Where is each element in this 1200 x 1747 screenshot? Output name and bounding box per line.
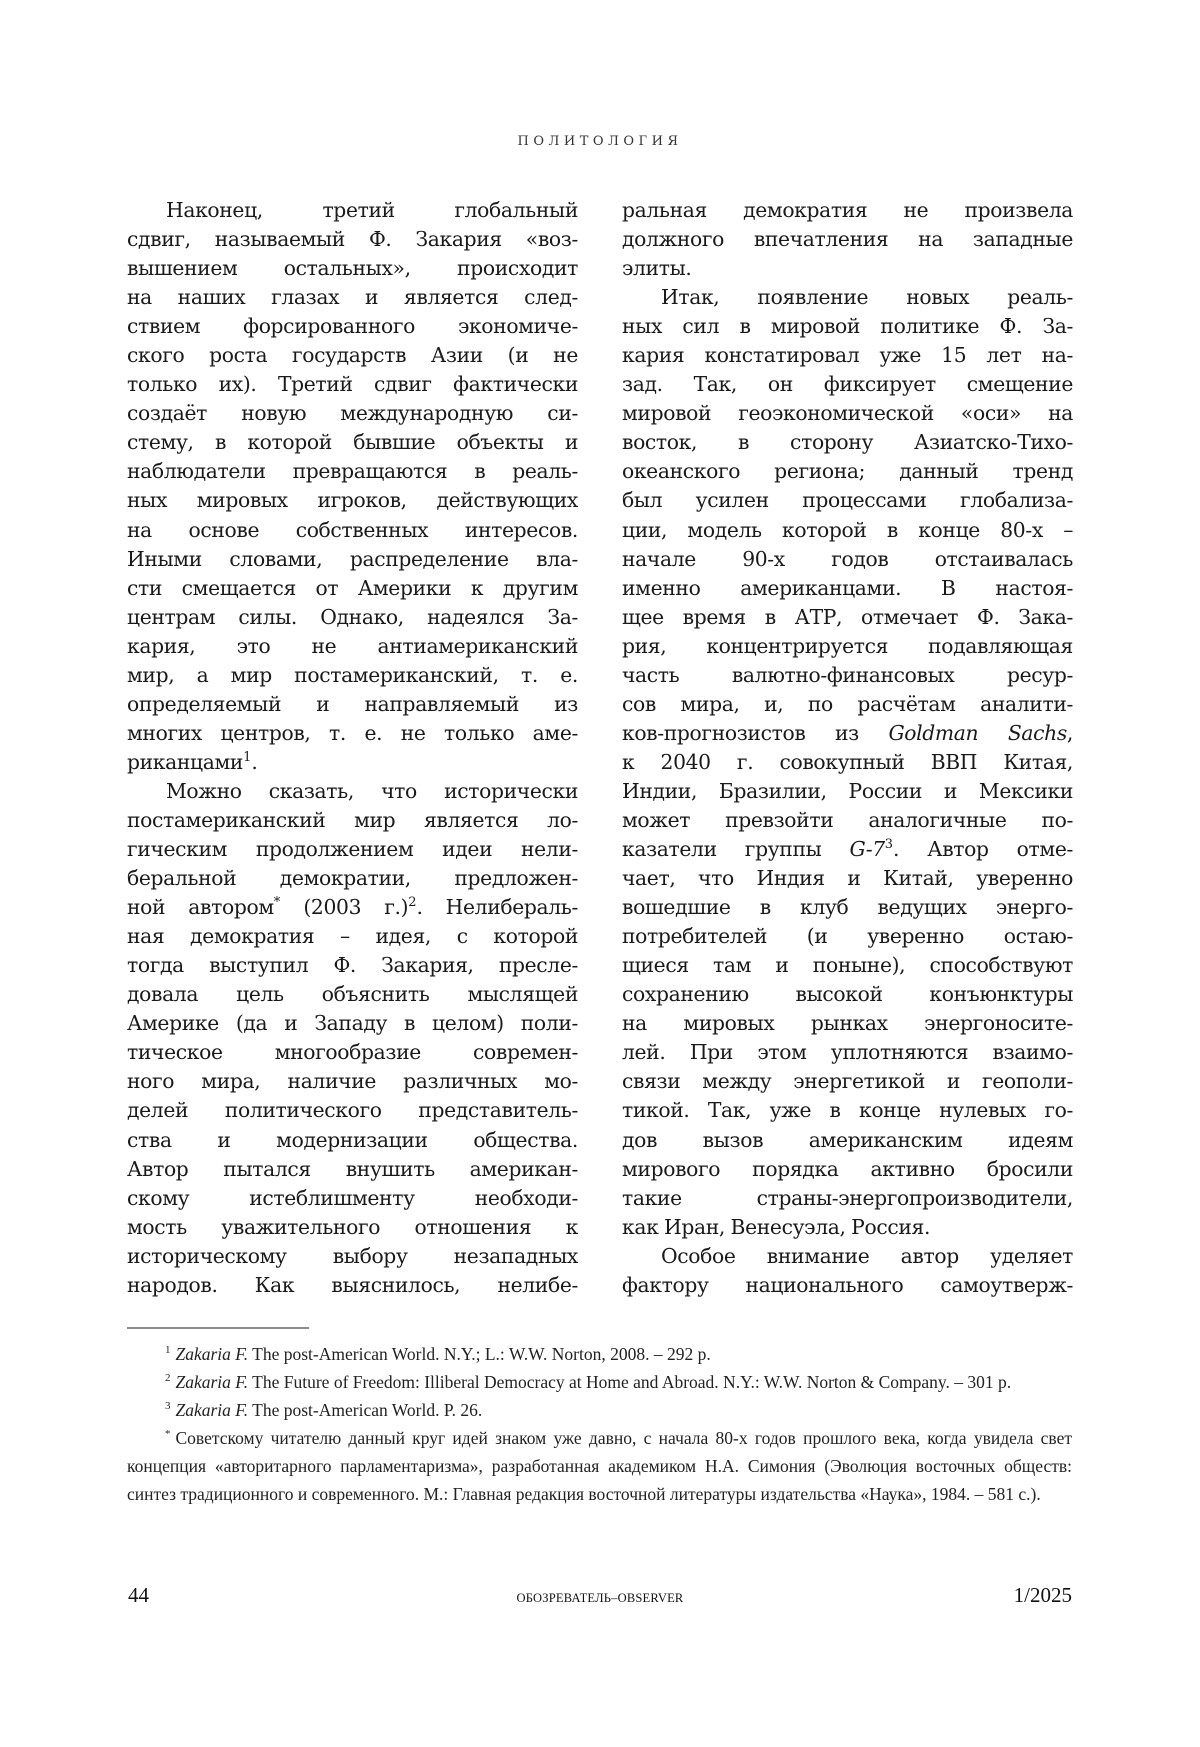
text-line: как Иран, Венесуэла, Россия.: [622, 1214, 931, 1239]
article-column-right: [622, 196, 1073, 1300]
paragraph-new-forces: [622, 283, 1073, 1242]
text-line: вошедшие в клуб ведущих энерго-: [622, 895, 1073, 920]
text-line: казатели группы $G-7^3$. Автор отме-: [622, 837, 1073, 862]
text-line: зад. Так, он фиксирует смещение: [622, 372, 1073, 397]
text-line: центрам силы. Однако, надеялся За-: [127, 604, 578, 629]
footnote-author: Zakaria F.: [175, 1372, 249, 1392]
text-line: Особое внимание автор уделяет: [661, 1243, 1073, 1268]
text-line: ная демократия – идея, с которой: [127, 924, 578, 949]
text-line: ствием форсированного экономиче-: [127, 314, 578, 339]
footnote-mark: 1: [165, 1344, 171, 1357]
footnote-ref-2[interactable]: 2: [408, 895, 417, 911]
text-line: связи между энергетикой и геополи-: [622, 1069, 1073, 1094]
text-line: Можно сказать, что исторически: [166, 778, 578, 803]
text-line: чает, что Индия и Китай, уверенно: [622, 866, 1073, 891]
text-line: ной автором* (2003 г.)$^2$. Нелибераль-: [127, 895, 578, 920]
footnote-separator-rule: [127, 1327, 309, 1329]
text-line: беральной демократии, предложен-: [127, 866, 578, 891]
text-line: ральная демократия не произвела: [622, 198, 1073, 222]
text-line: Автор пытался внушить американ-: [127, 1156, 578, 1181]
text-line: ции, модель которой в конце 80-х –: [622, 517, 1073, 542]
text-line: определяемый и направляемый из: [127, 691, 578, 716]
text-line: ных сил в мировой политике Ф. За-: [622, 314, 1073, 339]
text-line: риканцами$^1$.: [127, 749, 258, 774]
text-line: сов мира, и, по расчётам аналити-: [622, 691, 1073, 716]
text-line: кария, это не антиамериканский: [127, 633, 578, 658]
text-line: начале 90-х годов отстаивалась: [622, 546, 1073, 571]
text-line: ков-прогнозистов из Goldman Sachs,: [622, 720, 1073, 745]
footnote-ref-3[interactable]: 3: [884, 837, 894, 853]
text-line: ства и модернизации общества.: [127, 1127, 578, 1152]
text-line: вышением остальных», происходит: [127, 256, 578, 281]
text-line: мость уважительного отношения к: [127, 1214, 578, 1239]
text-line: ных мировых игроков, действующих: [127, 488, 578, 513]
text-line: ского роста государств Азии (и не: [127, 343, 578, 368]
g7-name: G-7: [849, 837, 885, 862]
text-line: тическое многообразие современ-: [127, 1040, 578, 1065]
text-line: восток, в сторону Азиатско-Тихо-: [622, 430, 1073, 455]
text-line: историческому выбору незападных: [127, 1243, 578, 1268]
text-line: Индии, Бразилии, России и Мексики: [622, 778, 1073, 803]
text-line: сохранению высокой конъюнктуры: [622, 982, 1073, 1007]
text-line: Америке (да и Западу в целом) поли-: [127, 1011, 578, 1036]
text-line: народов. Как выяснилось, нелибе-: [127, 1272, 578, 1297]
footnote-1: $^1$ Zakaria F. The post-American World. N.Y.; L.: W.W. Norton, 2008. – 292 p.: [165, 1344, 711, 1364]
text-line: сти смещается от Америки к другим: [127, 575, 578, 600]
page-number: 44: [128, 1583, 149, 1607]
footnote-ref-asterisk[interactable]: *: [273, 895, 281, 911]
footnote-author: Zakaria F.: [175, 1344, 249, 1364]
text-line: гическим продолжением идеи нели-: [127, 837, 578, 862]
text-line: многих центров, т. е. не только аме-: [127, 720, 578, 745]
footnotes-section: [127, 1340, 1072, 1508]
paragraph-national-self-assertion: [622, 1242, 1073, 1300]
journal-name: ОБОЗРЕВАТЕЛЬ–OBSERVER: [516, 1591, 684, 1605]
text-line: мир, а мир постамериканский, т. е.: [127, 662, 578, 687]
text-line: элиты.: [622, 256, 692, 281]
text-line: ного мира, наличие различных мо-: [127, 1069, 578, 1094]
text-line: был усилен процессами глобализа-: [622, 488, 1073, 513]
footnote-asterisk: * Советскому читателю данный круг идей знаком уже давно, с начала 80-х годов прошлого века, когда увидела свет концепция «авторитарного парламентаризма», разработанная академиком Н.А. Симония (Эволюция восточных обществ: синтез традиционного и современного. М.: Главная редакция восточной литературы издательства «Наука», 1984. – 581 с.).: [127, 1428, 1072, 1504]
article-column-left: [127, 196, 578, 1300]
footnote-mark: *: [165, 1428, 171, 1441]
text-line: океанского региона; данный тренд: [622, 459, 1073, 484]
text-line: мировой геоэкономической «оси» на: [622, 401, 1073, 426]
text-line: только их). Третий сдвиг фактически: [127, 372, 578, 397]
footnote-author: Zakaria F.: [175, 1400, 249, 1420]
text-line: именно американцами. В настоя-: [622, 575, 1073, 600]
text-line: мирового порядка активно бросили: [622, 1156, 1073, 1181]
text-line: может превзойти аналогичные по-: [622, 807, 1073, 832]
footnote-ref-1[interactable]: 1: [243, 750, 252, 766]
text-line: рия, концентрируется подавляющая: [622, 633, 1073, 658]
text-line: к 2040 г. совокупный ВВП Китая,: [622, 749, 1073, 774]
running-head-section-title: ПОЛИТОЛОГИЯ: [517, 134, 683, 149]
text-line: постамериканский мир является ло-: [127, 807, 578, 832]
text-line: на наших глазах и является след-: [127, 285, 578, 310]
text-line: Итак, появление новых реаль-: [661, 285, 1073, 310]
text-line: делей политического представитель-: [127, 1098, 578, 1123]
text-line: на мировых рынках энергоносите-: [622, 1011, 1073, 1036]
text-line: скому истеблишменту необходи-: [127, 1185, 578, 1210]
footnote-2: $^2$ Zakaria F. The Future of Freedom: Illiberal Democracy at Home and Abroad. N.Y.: W.W. Norton & Company. – 301 p.: [165, 1372, 1012, 1392]
text-line: щее время в АТР, отмечает Ф. Зака-: [622, 604, 1073, 629]
text-line: тогда выступил Ф. Закария, пресле-: [127, 953, 578, 978]
text-line: дов вызов американским идеям: [622, 1127, 1073, 1152]
text-line: сдвиг, называемый Ф. Закария «воз-: [127, 227, 578, 252]
text-line: Наконец, третий глобальный: [166, 198, 578, 222]
text-line: стему, в которой бывшие объекты и: [127, 430, 578, 455]
text-line: тикой. Так, уже в конце нулевых го-: [622, 1098, 1073, 1123]
text-line: фактору национального самоутверж-: [622, 1272, 1073, 1297]
footnote-mark: 3: [165, 1400, 171, 1413]
paragraph-continuation: [622, 196, 1073, 283]
text-line: создаёт новую международную си-: [127, 401, 578, 426]
paragraph-third-shift: [127, 196, 578, 777]
text-line: щиеся там и поныне), способствуют: [622, 953, 1073, 978]
text-line: кария констатировал уже 15 лет на-: [622, 343, 1073, 368]
text-line: лей. При этом уплотняются взаимо-: [622, 1040, 1073, 1065]
text-line: наблюдатели превращаются в реаль-: [127, 459, 578, 484]
text-line: на основе собственных интересов.: [127, 517, 578, 542]
text-line: Иными словами, распределение вла-: [127, 546, 578, 571]
text-line: потребителей (и уверенно остаю-: [622, 924, 1073, 949]
paragraph-post-american-world: [127, 777, 578, 1300]
footnote-3: $^3$ Zakaria F. The post-American World. P. 26.: [165, 1400, 483, 1420]
text-line: часть валютно-финансовых ресур-: [622, 662, 1073, 687]
text-line: должного впечатления на западные: [622, 227, 1073, 252]
issue-number: 1/2025: [1013, 1583, 1072, 1607]
goldman-sachs-name: Goldman Sachs: [888, 720, 1067, 745]
text-line: довала цель объяснить мыслящей: [127, 982, 578, 1007]
text-line: такие страны-энергопроизводители,: [622, 1185, 1073, 1210]
footnote-mark: 2: [165, 1372, 171, 1385]
